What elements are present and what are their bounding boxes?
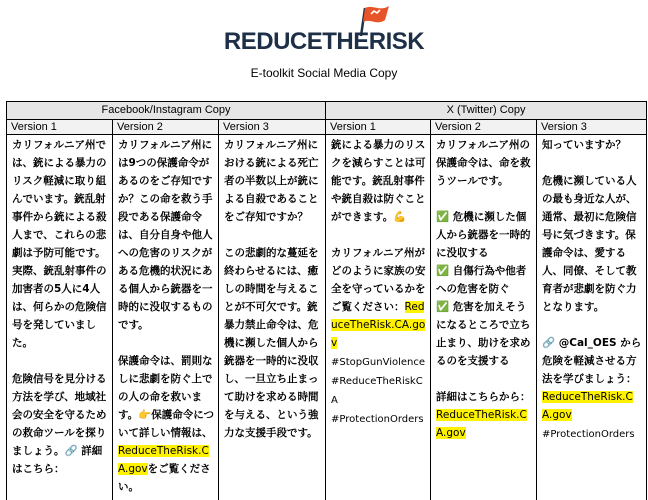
- brand-logo: [0, 30, 648, 54]
- fb-v2-text: カリフォルニア州には9つの保護命令があるのをご存知ですか？この命を救う手段である保護命令は、自分自身や他人への危害のリスクがある危機的状況にある個人から銃器を一時的に没収するものです。 保護命令は、罰則なしに悲劇を防ぐ上での人の命を救います。👉保護命令について詳しい情報は、: [118, 139, 215, 439]
- x-v2-link[interactable]: ReduceTheRisk.CA.gov: [436, 409, 527, 439]
- document-header: [0, 0, 648, 96]
- fb-v1-text: カリフォルニア州では、銃による暴力のリスク軽減に取り組んでいます。銃乱射事件から銃による殺人まで、これらの悲劇は予防可能です。実際、銃乱射事件の加害者の5人に4人は、何らかの危険信号を発していました。 危険信号を見分ける方法を学び、地域社会の安全を守るための救命ツールを探りましょう。🔗 詳細はこちら：: [12, 139, 107, 475]
- x-v3-link[interactable]: ReduceTheRisk.CA.gov: [542, 391, 633, 421]
- x-version2-copy: [431, 135, 537, 500]
- x-version3-copy: [537, 135, 647, 500]
- x-v1-link[interactable]: ReduceTheRisk.CA.gov: [331, 301, 426, 349]
- version-header: Version 1: [326, 120, 431, 135]
- fb-version2-copy: [113, 135, 219, 500]
- fb-v2-text-end: をご覧ください。: [118, 463, 211, 493]
- x-v3-text: 知っていますか？ 危機に瀕している人の最も身近な人が、通常、最初に危険信号に気づきます。保護命令は、愛する人、同僚、そして教育者が悲劇を防ぐ力となります。 🔗 @Cal_OES から危険を軽減させる方法を学びましょう：: [542, 139, 642, 385]
- version-header: Version 2: [431, 120, 537, 135]
- x-v2-text: カリフォルニア州の保護命令は、命を救うツールです。 ✅ 危機に瀕した個人から銃器を一時的に没収する ✅ 自傷行為や他者への危害を防ぐ ✅ 危害を加えそうになるところで立ち止まり、助けを求めるのを支援する 詳細はこちらから：: [436, 139, 531, 403]
- fb-v2-link[interactable]: ReduceTheRisk.CA.gov: [118, 445, 209, 475]
- x-v3-hashtags: #ProtectionOrders: [542, 429, 635, 440]
- version-header: Version 3: [219, 120, 326, 135]
- fb-version3-copy: [219, 135, 326, 500]
- brand-mid: THE: [322, 28, 369, 55]
- version-header: Version 1: [7, 120, 113, 135]
- x-version1-copy: [326, 135, 431, 500]
- fb-v3-text: カリフォルニア州における銃による死亡者の半数以上が銃による自殺であることをご存知ですか？ この悲劇的な蔓延を終わらせるには、癒しの時間を与えることが不可欠です。銃暴力禁止命令は、危機に瀕した個人から銃器を一時的に没収し、一旦立ち止まって助けを求める時間を与える、という強力な支援手段です。: [224, 139, 319, 439]
- x-v1-text: 銃による暴力のリスクを減らすことは可能です。銃乱射事件や銃自殺は防ぐことができます。💪 カリフォルニア州がどのように家族の安全を守っているかをご覧ください：: [331, 139, 426, 313]
- fb-version1-copy: [7, 135, 113, 500]
- brand-left: REDUCE: [223, 28, 323, 55]
- version-header: Version 2: [113, 120, 219, 135]
- version-header-row: [7, 120, 647, 135]
- x-v1-hashtags: #StopGunViolence #ReduceTheRiskCA #ProtectionOrders: [331, 357, 426, 425]
- document-subtitle: E-toolkit Social Media Copy: [250, 66, 398, 80]
- version-header: Version 3: [537, 120, 647, 135]
- x-twitter-header: X (Twitter) Copy: [326, 102, 647, 120]
- brand-right: RISK: [368, 28, 425, 55]
- platform-header-row: [7, 102, 647, 120]
- social-copy-table: [6, 101, 647, 500]
- copy-row: [7, 135, 647, 500]
- facebook-instagram-header: Facebook/Instagram Copy: [7, 102, 326, 120]
